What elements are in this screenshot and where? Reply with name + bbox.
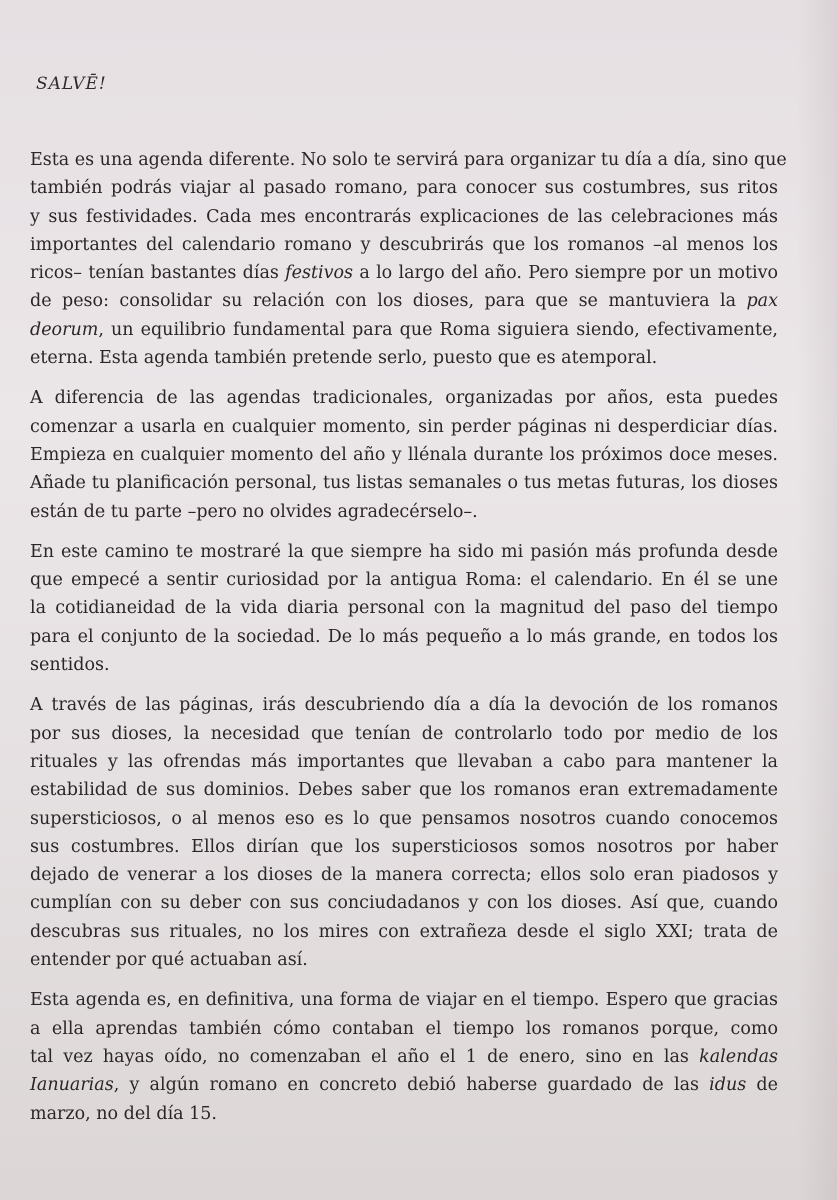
paragraph <box>30 538 778 679</box>
paragraph <box>30 986 778 1127</box>
italic-text: festivos <box>285 263 354 284</box>
text-line <box>30 287 778 315</box>
text-segment: a lo largo del año. Pero siempre por un motivo <box>353 263 778 284</box>
text-line <box>30 498 778 526</box>
text-line <box>30 413 778 441</box>
italic-text: deorum <box>30 319 99 340</box>
italic-text: kalendas <box>699 1046 778 1067</box>
text-segment: A diferencia de las agendas tradicionales, organizadas por años, esta puedes <box>30 388 778 409</box>
italic-text: Ianuarias <box>30 1075 114 1096</box>
text-line <box>30 623 778 651</box>
text-segment: eterna. Esta agenda también pretende serlo, puesto que es atemporal. <box>30 348 658 369</box>
text-segment: que empecé a sentir curiosidad por la antigua Roma: el calendario. En él se une <box>30 570 778 591</box>
text-segment: ricos– tenían bastantes días <box>30 263 286 284</box>
text-line <box>30 538 778 566</box>
italic-text: pax <box>746 291 778 312</box>
text-segment: estabilidad de sus dominios. Debes saber que los romanos eran extremadamente <box>30 780 778 801</box>
text-segment: rituales y las ofrendas más importantes que llevaban a cabo para mantener la <box>30 751 778 772</box>
text-line <box>30 594 778 622</box>
text-segment: marzo, no del día 15. <box>30 1103 217 1124</box>
text-line <box>30 805 778 833</box>
text-segment: En este camino te mostraré la que siempre ha sido mi pasión más profunda desde <box>30 541 778 562</box>
text-segment: Esta agenda es, en definitiva, una forma de viajar en el tiempo. Espero que gracias <box>30 990 778 1011</box>
text-line <box>30 986 778 1014</box>
text-line <box>30 889 778 917</box>
text-segment: importantes del calendario romano y descubrirás que los romanos –al menos los <box>30 234 778 255</box>
text-line <box>30 691 778 719</box>
text-line <box>30 1071 778 1099</box>
text-segment: cumplían con su deber con sus conciudadanos y con los dioses. Así que, cuando <box>30 893 778 914</box>
page-heading: SALVĒ! <box>36 74 107 94</box>
text-segment: tal vez hayas oído, no comenzaban el año el 1 de enero, sino en las <box>30 1046 700 1067</box>
text-line <box>30 469 778 497</box>
text-line <box>30 861 778 889</box>
text-segment: sentidos. <box>30 655 110 676</box>
text-line <box>30 651 778 679</box>
page-shadow <box>797 0 837 1200</box>
text-segment: Añade tu planificación personal, tus listas semanales o tus metas futuras, los dioses <box>30 473 778 494</box>
text-line <box>30 146 787 174</box>
text-segment: también podrás viajar al pasado romano, para conocer sus costumbres, sus ritos <box>30 178 778 199</box>
text-line <box>30 946 778 974</box>
text-segment: Empieza en cualquier momento del año y llénala durante los próximos doce meses. <box>30 444 778 465</box>
text-segment: entender por qué actuaban así. <box>30 950 308 971</box>
text-segment: comenzar a usarla en cualquier momento, sin perder páginas ni desperdiciar días. <box>30 416 778 437</box>
text-line <box>30 316 778 344</box>
text-line <box>30 918 778 946</box>
text-segment: , un equilibrio fundamental para que Roma siguiera siendo, efectivamente, <box>98 319 778 340</box>
text-segment: y sus festividades. Cada mes encontrarás explicaciones de las celebraciones más <box>30 206 778 227</box>
text-segment: supersticiosos, o al menos eso es lo que pensamos nosotros cuando conocemos <box>30 808 778 829</box>
text-line <box>30 384 778 412</box>
text-line <box>30 174 778 202</box>
text-segment: de <box>746 1075 778 1096</box>
text-segment: la cotidianeidad de la vida diaria personal con la magnitud del paso del tiempo <box>30 598 778 619</box>
body-text <box>30 146 787 1140</box>
text-line <box>30 720 778 748</box>
text-segment: para el conjunto de la sociedad. De lo más pequeño a lo más grande, en todos los <box>30 626 778 647</box>
italic-text: idus <box>709 1075 747 1096</box>
text-line <box>30 259 778 287</box>
text-line <box>30 833 778 861</box>
text-segment: descubras sus rituales, no los mires con extrañeza desde el siglo XXI; trata de <box>30 921 778 942</box>
text-segment: están de tu parte –pero no olvides agradecérselo–. <box>30 501 478 522</box>
text-line <box>30 441 778 469</box>
paragraph <box>30 691 778 974</box>
text-segment: a ella aprendas también cómo contaban el tiempo los romanos porque, como <box>30 1018 778 1039</box>
text-line <box>30 344 778 372</box>
text-segment: de peso: consolidar su relación con los dioses, para que se mantuviera la <box>30 291 747 312</box>
text-line <box>30 1100 778 1128</box>
text-line <box>30 231 778 259</box>
paragraph <box>30 146 787 372</box>
text-line <box>30 1043 778 1071</box>
text-line <box>30 566 778 594</box>
text-line <box>30 776 778 804</box>
text-segment: , y algún romano en concreto debió haberse guardado de las <box>113 1075 710 1096</box>
text-segment: A través de las páginas, irás descubriendo día a día la devoción de los romanos <box>30 695 778 716</box>
text-line <box>30 748 778 776</box>
text-segment: por sus dioses, la necesidad que tenían de controlarlo todo por medio de los <box>30 723 778 744</box>
paragraph <box>30 384 778 525</box>
text-segment: Esta es una agenda diferente. No solo te servirá para organizar tu día a día, sino que <box>30 150 787 170</box>
text-line <box>30 203 778 231</box>
text-segment: dejado de venerar a los dioses de la manera correcta; ellos solo eran piadosos y <box>30 865 778 886</box>
text-line <box>30 1015 778 1043</box>
text-segment: sus costumbres. Ellos dirían que los supersticiosos somos nosotros por haber <box>30 836 778 857</box>
